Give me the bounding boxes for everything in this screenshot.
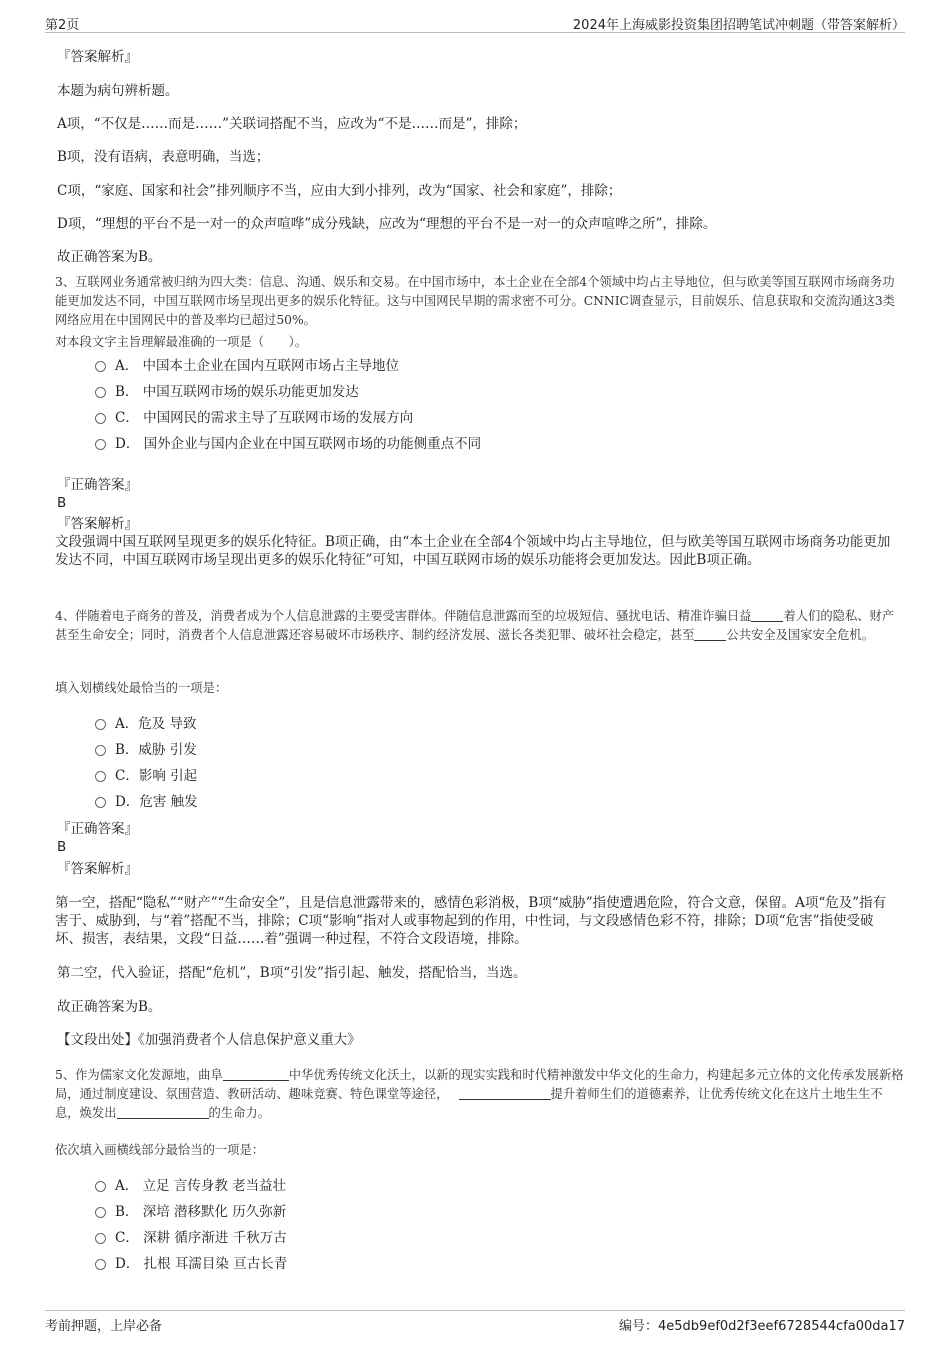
radio-icon[interactable]: [95, 797, 106, 808]
q2-analysis-line: B项，没有语病，表意明确，当选；: [57, 149, 270, 165]
fill-blank: [223, 1068, 289, 1081]
radio-icon[interactable]: [95, 719, 106, 730]
page-footer: [45, 1310, 905, 1333]
q4-source: 【文段出处】《加强消费者个人信息保护意义重大》: [57, 1032, 361, 1048]
q3-stem: 3、互联网业务通常被归纳为四大类：信息、沟通、娱乐和交易。在中国市场中，本土企业在全部4个领域中均占主导地位，但与欧美等国互联网市场商务功能更加发达不同，中国互联网市场呈现出更多的娱乐化特征。这与中国网民早期的需求密不可分。CNNIC调查显示，目前娱乐、信息获取和交流沟通这3类网络应用在中国网民中的普及率均已超过50%。: [55, 275, 896, 327]
q4-analysis: 第一空，搭配“隐私”“财产”“生命安全”，且是信息泄露带来的，感情色彩消极，B项“威胁”指使遭遇危险，符合文意，保留。A项“危及”指有害于、威胁到，与“着”搭配不当，排除；C项“影响”指对人或事物起到的作用，中性词，与文段感情色彩不符，排除；D项“危害”指使受破坏、损害，表结果，文段“日益……着”强调一种过程，不符合文段语境，排除。: [55, 895, 887, 947]
radio-icon[interactable]: [95, 745, 106, 756]
q5-option-a[interactable]: A． 立足 言传身教 老当益壮: [95, 1177, 286, 1195]
q5-option-c[interactable]: C． 深耕 循序渐进 千秋万古: [95, 1229, 287, 1247]
q2-analysis-line: A项，“不仅是……而是……”关联词搭配不当，应改为“不是……而是”，排除；: [57, 116, 527, 132]
q4-stem: 4、伴随着电子商务的普及，消费者成为个人信息泄露的主要受害群体。伴随信息泄露而至的垃圾短信、骚扰电话、精准诈骗日益 着人们的隐私、财产甚至生命安全；同时，消费者个人信息泄露还容易破坏市场秩序、制约经济发展、滋长各类犯罪、破坏社会稳定，甚至 公共安全及国家安全危机。: [55, 609, 895, 642]
fill-blank: [694, 628, 726, 641]
fill-blank: [459, 1087, 551, 1100]
q2-analysis-line: D项，“理想的平台不是一对一的众声喧哗”成分残缺，应改为“理想的平台不是一对一的众声喧哗之所”，排除。: [57, 216, 717, 232]
document-id: 编号：4e5db9ef0d2f3eef6728544cfa00da17: [619, 1319, 905, 1334]
q5-option-d[interactable]: D． 扎根 耳濡目染 亘古长青: [95, 1255, 287, 1273]
radio-icon[interactable]: [95, 439, 106, 450]
q3-answer-label: 『正确答案』: [57, 477, 138, 493]
fill-blank: [117, 1106, 209, 1119]
q4-option-c[interactable]: C．影响 引起: [95, 767, 197, 785]
q2-conclusion: 故正确答案为B。: [57, 249, 162, 265]
q3-question: 对本段文字主旨理解最准确的一项是（ ）。: [55, 335, 308, 349]
q4-answer-label: 『正确答案』: [57, 821, 138, 837]
radio-icon[interactable]: [95, 771, 106, 782]
q5-stem: 5、作为儒家文化发源地，曲阜 中华优秀传统文化沃土，以新的现实实践和时代精神激发中华文化的生命力，构建起多元立体的文化传承发展新格局，通过制度建设、氛围营造、教研活动、趣味竞赛、特色课堂等途径， 提升着师生们的道德素养，让优秀传统文化在这片土地生生不息，焕发出 的生命力。: [55, 1068, 904, 1120]
footer-slogan: 考前押题，上岸必备: [45, 1319, 163, 1334]
q4-question: 填入划横线处最恰当的一项是：: [55, 681, 228, 695]
q4-analysis-label: 『答案解析』: [57, 861, 138, 877]
fill-blank: [751, 609, 783, 622]
q3-option-c[interactable]: C． 中国网民的需求主导了互联网市场的发展方向: [95, 409, 413, 427]
q4-option-d[interactable]: D．危害 触发: [95, 793, 198, 811]
radio-icon[interactable]: [95, 413, 106, 424]
q4-analysis-2: 第二空，代入验证，搭配“危机”，B项“引发”指引起、触发，搭配恰当，当选。: [57, 965, 527, 981]
q5-option-b[interactable]: B． 深培 潜移默化 历久弥新: [95, 1203, 286, 1221]
q3-option-d[interactable]: D． 国外企业与国内企业在中国互联网市场的功能侧重点不同: [95, 435, 481, 453]
q2-analysis-label: 『答案解析』: [57, 49, 138, 65]
radio-icon[interactable]: [95, 1259, 106, 1270]
q2-analysis-line: C项，“家庭、国家和社会”排列顺序不当，应由大到小排列，改为“国家、社会和家庭”，排除；: [57, 183, 622, 199]
q4-option-a[interactable]: A．危及 导致: [95, 715, 197, 733]
document-title: 2024年上海威影投资集团招聘笔试冲刺题（带答案解析）: [572, 18, 905, 33]
q3-option-b[interactable]: B． 中国互联网市场的娱乐功能更加发达: [95, 383, 359, 401]
radio-icon[interactable]: [95, 1233, 106, 1244]
q2-analysis-line: 本题为病句辨析题。: [57, 83, 179, 99]
q4-answer: B: [57, 839, 67, 855]
radio-icon[interactable]: [95, 1207, 106, 1218]
q4-option-b[interactable]: B．威胁 引发: [95, 741, 197, 759]
q5-question: 依次填入画横线部分最恰当的一项是：: [55, 1143, 265, 1157]
radio-icon[interactable]: [95, 1181, 106, 1192]
q3-option-a[interactable]: A． 中国本土企业在国内互联网市场占主导地位: [95, 357, 399, 375]
q3-analysis-label: 『答案解析』: [57, 516, 138, 532]
q4-conclusion: 故正确答案为B。: [57, 999, 162, 1015]
page-header: [45, 10, 905, 33]
radio-icon[interactable]: [95, 361, 106, 372]
q3-answer: B: [57, 495, 67, 511]
q3-analysis: 文段强调中国互联网呈现更多的娱乐化特征。B项正确，由“本土企业在全部4个领域中均占主导地位，但与欧美等国互联网市场商务功能更加发达不同，中国互联网市场呈现出更多的娱乐化特征”可知，中国互联网市场的娱乐功能将会更加发达。因此B项正确。: [55, 534, 891, 568]
page-number: 第2页: [45, 18, 80, 33]
radio-icon[interactable]: [95, 387, 106, 398]
